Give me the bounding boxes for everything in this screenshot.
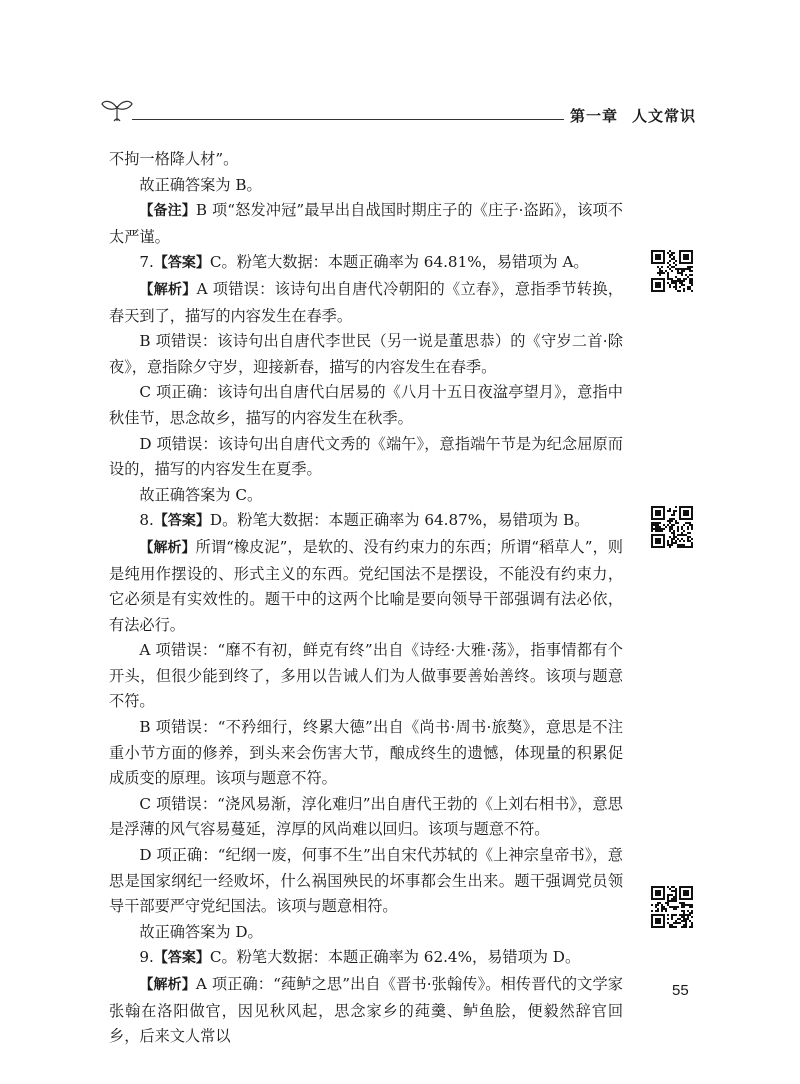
paragraph <box>109 535 623 638</box>
paragraph-text: 故正确答案为 D。 <box>139 922 263 941</box>
paragraph-text: 故正确答案为 C。 <box>139 485 263 504</box>
paragraph-text: D 项正确：“纪纲一废，何事不生”出自宋代苏轼的《上神宗皇帝书》，意思是国家纲纪一经败坏，什么祸国殃民的坏事都会生出来。题干强调党员领导干部要严守党纪国法。该项与题意相符。 <box>109 846 623 916</box>
qr-code-icon[interactable] <box>651 506 693 548</box>
paragraph <box>109 715 623 792</box>
paragraph <box>109 483 623 509</box>
paragraph-text: D 项错误：该诗句出自唐代文秀的《端午》，意指端午节是为纪念屈原而设的，描写的内容发生在夏季。 <box>109 434 623 479</box>
paragraph-text: B 项错误：“不矜细行，终累大德”出自《尚书·周书·旅獒》，意思是不注重小节方面的修养，到头来会伤害大节，酿成终生的遗憾，体现量的积累促成质变的原理。该项与题意不符。 <box>109 718 623 788</box>
paragraph <box>109 432 623 483</box>
leaf-sprout-icon <box>100 96 134 122</box>
paragraph <box>109 920 623 946</box>
paragraph-text: B 项错误：该诗句出自唐代李世民（另一说是董思恭）的《守岁二首·除夜》，意指除夕守岁，迎接新春，描写的内容发生在春季。 <box>109 332 623 376</box>
paragraph-text: C。粉笔大数据：本题正确率为 64.81%，易错项为 A。 <box>209 253 589 272</box>
chapter-label: 第一章 <box>570 107 619 125</box>
paragraph <box>109 250 623 277</box>
paragraph <box>109 380 623 431</box>
page-header <box>0 0 800 135</box>
paragraph <box>109 945 623 972</box>
paragraph-text: C 项错误：“浇风易渐，淳化难归”出自唐代王勃的《上刘右相书》，意思是浮薄的风气容易蔓延，淳厚的风尚难以回归。该项与题意不符。 <box>109 794 623 839</box>
chapter-heading <box>570 105 700 126</box>
paragraph-text: 9. <box>139 948 154 967</box>
paragraph <box>109 198 623 250</box>
section-tag: 【答案】 <box>153 255 210 272</box>
paragraph <box>109 972 623 1050</box>
qr-code-icon[interactable] <box>651 886 693 928</box>
paragraph-text: A 项错误：“靡不有初，鲜克有终”出自《诗经·大雅·荡》，指事情都有个开头，但很少能到终了，多用以告诫人们为人做事要善始善终。该项与题意不符。 <box>109 641 623 711</box>
paragraph-text: 7. <box>139 253 154 272</box>
paragraph <box>109 508 623 535</box>
paragraph-text: C 项正确：该诗句出自唐代白居易的《八月十五日夜湓亭望月》，意指中秋佳节，思念故乡，描写的内容发生在秋季。 <box>109 383 623 427</box>
section-tag: 【解析】 <box>139 977 196 993</box>
paragraph <box>109 843 623 920</box>
chapter-title: 人文常识 <box>632 107 697 125</box>
paragraph-text: C。粉笔大数据：本题正确率为 62.4%，易错项为 D。 <box>209 948 581 967</box>
paragraph-text: 8. <box>139 511 154 530</box>
qr-code-icon[interactable] <box>651 250 693 292</box>
paragraph <box>109 792 623 843</box>
paragraph <box>109 173 623 199</box>
paragraph <box>109 329 623 380</box>
paragraph-text: 不拘一格降人材”。 <box>109 150 239 168</box>
section-tag: 【答案】 <box>153 950 210 967</box>
paragraph-text: 所谓“橡皮泥”，是软的、没有约束力的东西；所谓“稻草人”，则是纯用作摆设的、形式主义的东西。党纪国法不是摆设，不能没有约束力，它必须是有实效性的。题干中的这两个比喻是要向领导干部强调有法必依，有法必行。 <box>109 537 623 634</box>
page-number: 55 <box>672 982 689 999</box>
paragraph-text: A 项错误：该诗句出自唐代冷朝阳的《立春》，意指季节转换，春天到了，描写的内容发生在春季。 <box>109 279 624 325</box>
paragraph <box>109 147 623 173</box>
header-divider <box>132 119 564 120</box>
answer-explanation-body <box>109 147 623 1050</box>
paragraph <box>109 638 623 715</box>
section-tag: 【答案】 <box>153 513 210 530</box>
section-tag: 【解析】 <box>139 281 197 298</box>
paragraph <box>109 277 623 329</box>
paragraph-text: D。粉笔大数据：本题正确率为 64.87%，易错项为 B。 <box>209 511 590 530</box>
paragraph-text: A 项正确：“莼鲈之思”出自《晋书·张翰传》。相传晋代的文学家张翰在洛阳做官，因见秋风起，思念家乡的莼羹、鲈鱼脍，便毅然辞官回乡，后来文人常以 <box>109 975 623 1046</box>
paragraph-text: 故正确答案为 B。 <box>139 175 262 194</box>
section-tag: 【解析】 <box>139 539 196 556</box>
section-tag: 【备注】 <box>139 203 196 220</box>
paragraph-text: B 项“怒发冲冠”最早出自战国时期庄子的《庄子·盗跖》，该项不太严谨。 <box>109 201 623 246</box>
